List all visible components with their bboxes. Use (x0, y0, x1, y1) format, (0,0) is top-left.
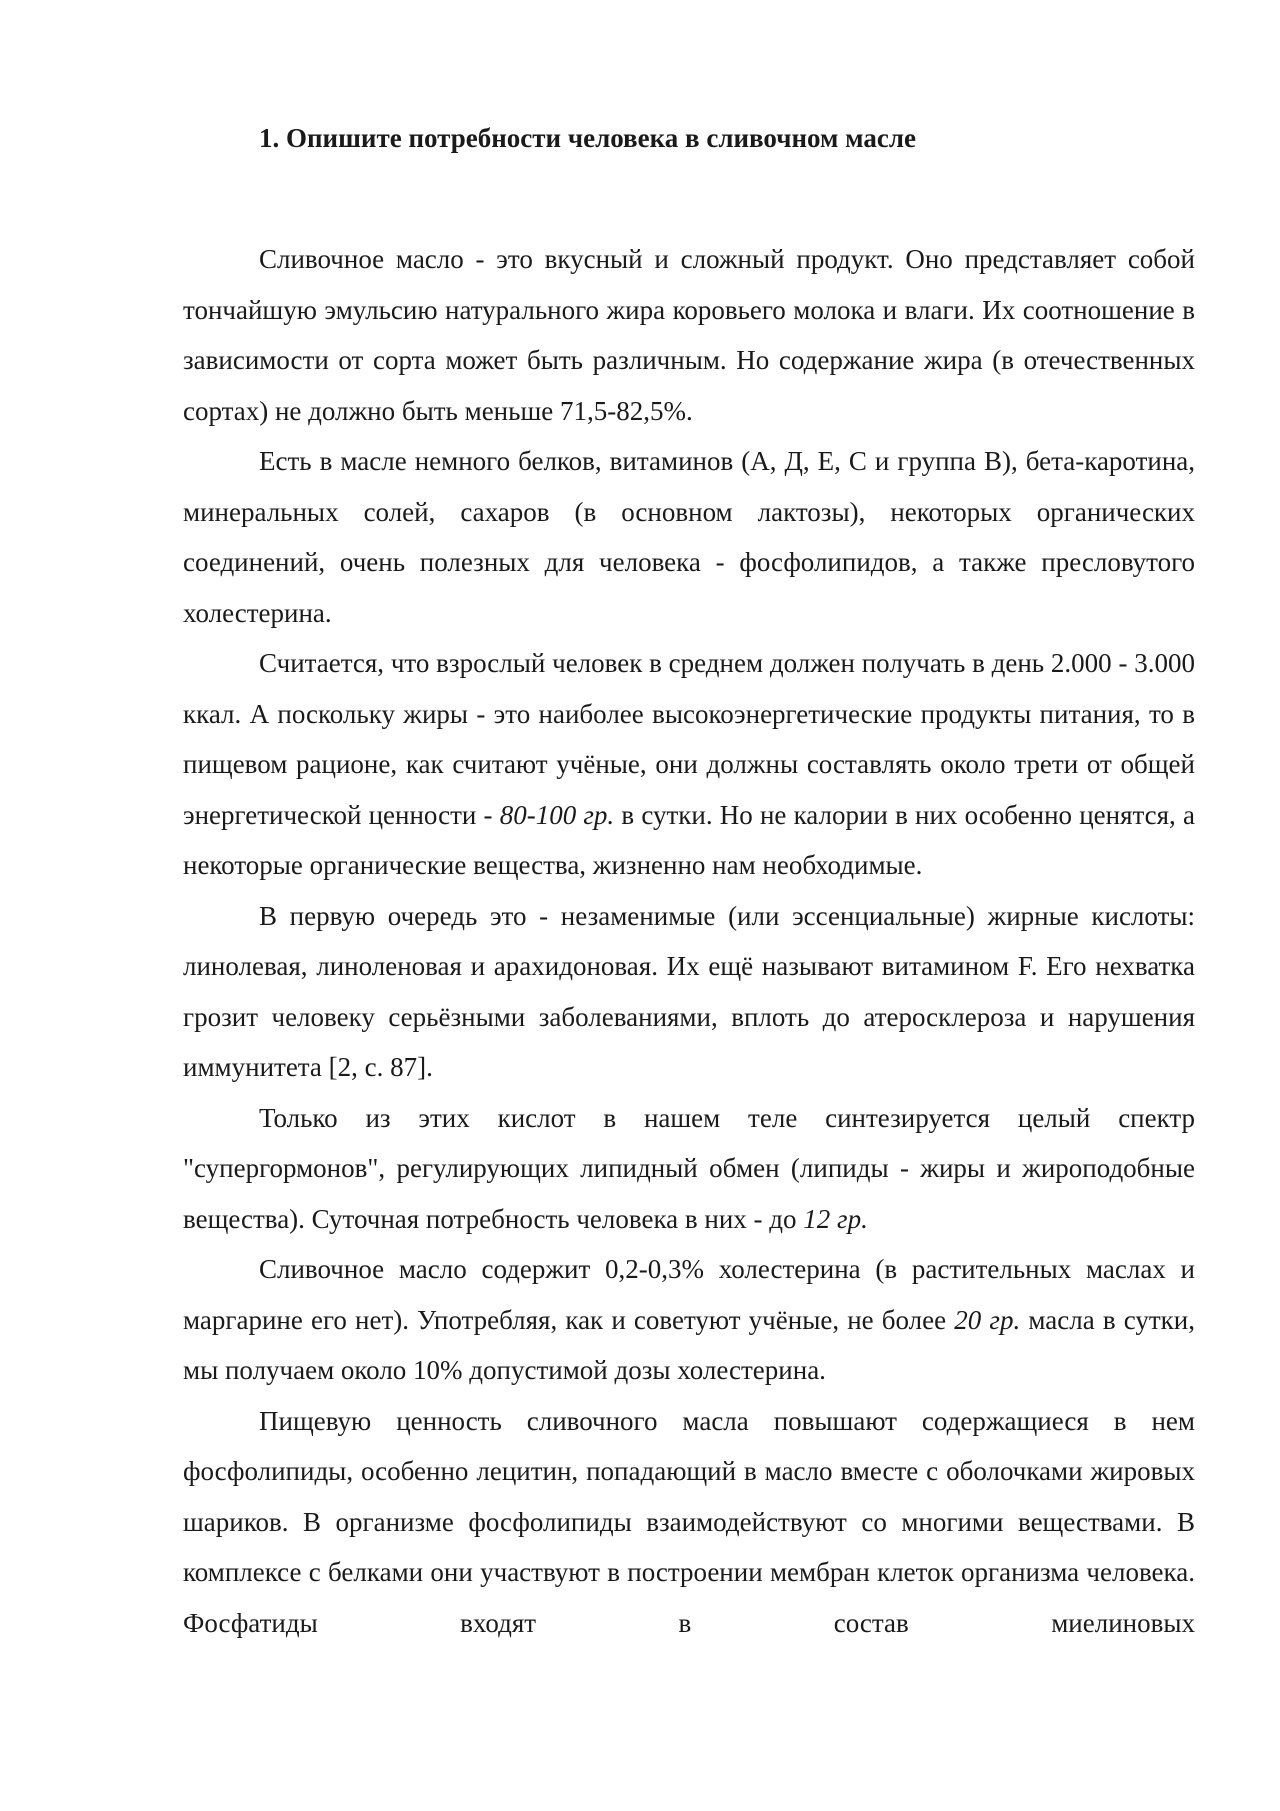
paragraph-cholesterol (183, 1244, 1195, 1396)
paragraph-essential-fatty-acids: В первую очередь это - незаменимые (или эссенциальные) жирные кислоты: линолевая, линоленовая и арахидоновая. Их ещё называют витамином F. Его нехватка грозит человеку серьёзными заболеваниями, вплоть до атеросклероза и нарушения иммунитета [2, с. 87]. (183, 900, 1195, 1082)
emphasis-amount: 80-100 гр. (499, 799, 615, 830)
document-body (183, 234, 1195, 1648)
paragraph-text-part: в сутки. Но не калории в них особенно ценятся, а некоторые органические вещества, жизненно нам необходимые. (183, 799, 1195, 880)
paragraph-text-part: Считается, что взрослый человек в среднем должен получать в день 2.000 - 3.000 ккал. А поскольку жиры - это наиболее высокоэнергетические продукты питания, то в пищевом рационе, как считают учёные, они должны составлять около трети от общей энергетической ценности - (183, 648, 1195, 830)
paragraph-text-part: масла в сутки, мы получаем около 10% допустимой дозы холестерина. (183, 1304, 1195, 1385)
paragraph-text-part: Только из этих кислот в нашем теле синтезируется целый спектр "супергормонов", регулирующих липидный обмен (липиды - жиры и жироподобные вещества). Суточная потребность человека в них - до (183, 1102, 1195, 1234)
paragraph-superhormones (183, 1093, 1195, 1245)
paragraph-butter-nutrients: Есть в масле немного белков, витаминов (А, Д, Е, С и группа В), бета-каротина, минеральных солей, сахаров (в основном лактозы), некоторых органических соединений, очень полезных для человека - фосфолипидов, а также пресловутого холестерина. (183, 446, 1195, 628)
paragraph-phospholipids: Пищевую ценность сливочного масла повышают содержащиеся в нем фосфолипиды, особенно лецитин, попадающий в масло вместе с оболочками жировых шариков. В организме фосфолипиды взаимодействуют со многими веществами. В комплексе с белками они участвуют в построении мембран клеток организма человека. Фосфатиды входят в состав миелиновых (183, 1405, 1195, 1638)
page-title: 1. Опишите потребности человека в сливочном масле (259, 123, 916, 153)
emphasis-amount: 20 гр. (954, 1304, 1021, 1335)
paragraph-text-part: Сливочное масло содержит 0,2-0,3% холестерина (в растительных маслах и маргарине его нет). Употребляя, как и советуют учёные, не более (183, 1254, 1195, 1335)
emphasis-amount: 12 гр. (803, 1203, 868, 1234)
paragraph-butter-composition: Сливочное масло - это вкусный и сложный продукт. Оно представляет собой тончайшую эмульсию натурального жира коровьего молока и влаги. Их соотношение в зависимости от сорта может быть различным. Но содержание жира (в отечественных сортах) не должно быть меньше 71,5-82,5%. (183, 244, 1195, 426)
paragraph-daily-energy (183, 638, 1195, 891)
document-page (183, 118, 1195, 1648)
